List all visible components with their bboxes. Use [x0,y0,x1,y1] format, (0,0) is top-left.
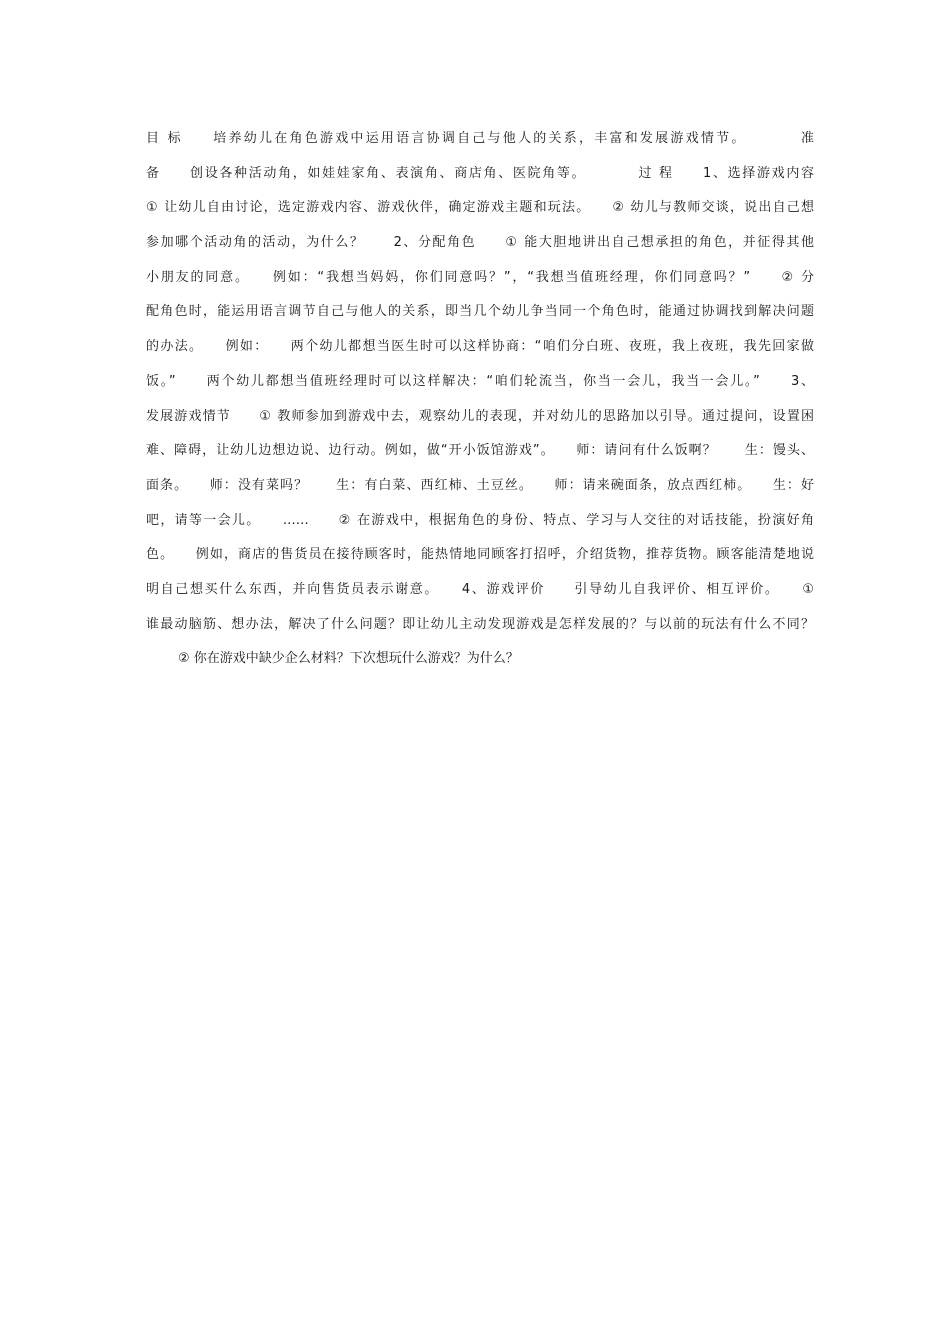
text-line-14: 明自己想买什么东西，并向售货员表示谢意。 4、游戏评价 引导幼儿自我评价、相互评价。 ① [146,581,814,597]
text-line-10: 难、障碍，让幼儿边想边说、边行动。例如，做“开小饭馆游戏”。 师：请问有什么饭啊？ 生：馒头、 [146,443,814,459]
text-line-2: 备 创设各种活动角，如娃娃家角、表演角、商店角、医院角等。 过 程 1、选择游戏内容 [146,165,814,181]
text-line-11: 面条。 师：没有菜吗？ 生：有白菜、西红柿、土豆丝。 师：请来碗面条，放点西红柿。 生：好 [146,477,814,493]
text-line-8: 饭。” 两个幼儿都想当值班经理时可以这样解决：“咱们轮流当，你当一会儿，我当一会儿。” 3、 [146,373,814,389]
text-line-1: 目 标 培养幼儿在角色游戏中运用语言协调自己与他人的关系，丰富和发展游戏情节。 准 [146,131,814,146]
text-line-13: 色。 例如，商店的售货员在接待顾客时，能热情地同顾客打招呼，介绍货物，推荐货物。顾客能清楚地说 [146,547,814,563]
text-line-12: 吧，请等一会儿。 …… ② 在游戏中，根据角色的身份、特点、学习与人交往的对话技能，扮演好角 [146,512,814,528]
text-line-16: ② 你在游戏中缺少企么材料？下次想玩什么游戏？为什么？ [178,651,519,667]
text-line-4: 参加哪个活动角的活动，为什么？ 2、分配角色 ① 能大胆地讲出自己想承担的角色，并征得其他 [146,235,814,251]
body-text [146,122,814,677]
text-line-6: 配角色时，能运用语言调节自己与他人的关系，即当几个幼儿争当同一个角色时，能通过协调找到解决问题 [146,304,814,320]
text-line-15: 谁最动脑筋、想办法，解决了什么问题？即让幼儿主动发现游戏是怎样发展的？与以前的玩法有什么不同？ [146,616,814,632]
text-line-9: 发展游戏情节 ① 教师参加到游戏中去，观察幼儿的表现，并对幼儿的思路加以引导。通过提问，设置困 [146,408,814,424]
text-line-3: ① 让幼儿自由讨论，选定游戏内容、游戏伙伴，确定游戏主题和玩法。 ② 幼儿与教师交谈，说出自己想 [146,200,814,216]
text-line-5: 小朋友的同意。 例如：“我想当妈妈，你们同意吗？”，“我想当值班经理，你们同意吗？” ② 分 [146,269,814,285]
text-line-7: 的办法。 例如： 两个幼儿都想当医生时可以这样协商：“咱们分白班、夜班，我上夜班，我先回家做 [146,339,814,355]
